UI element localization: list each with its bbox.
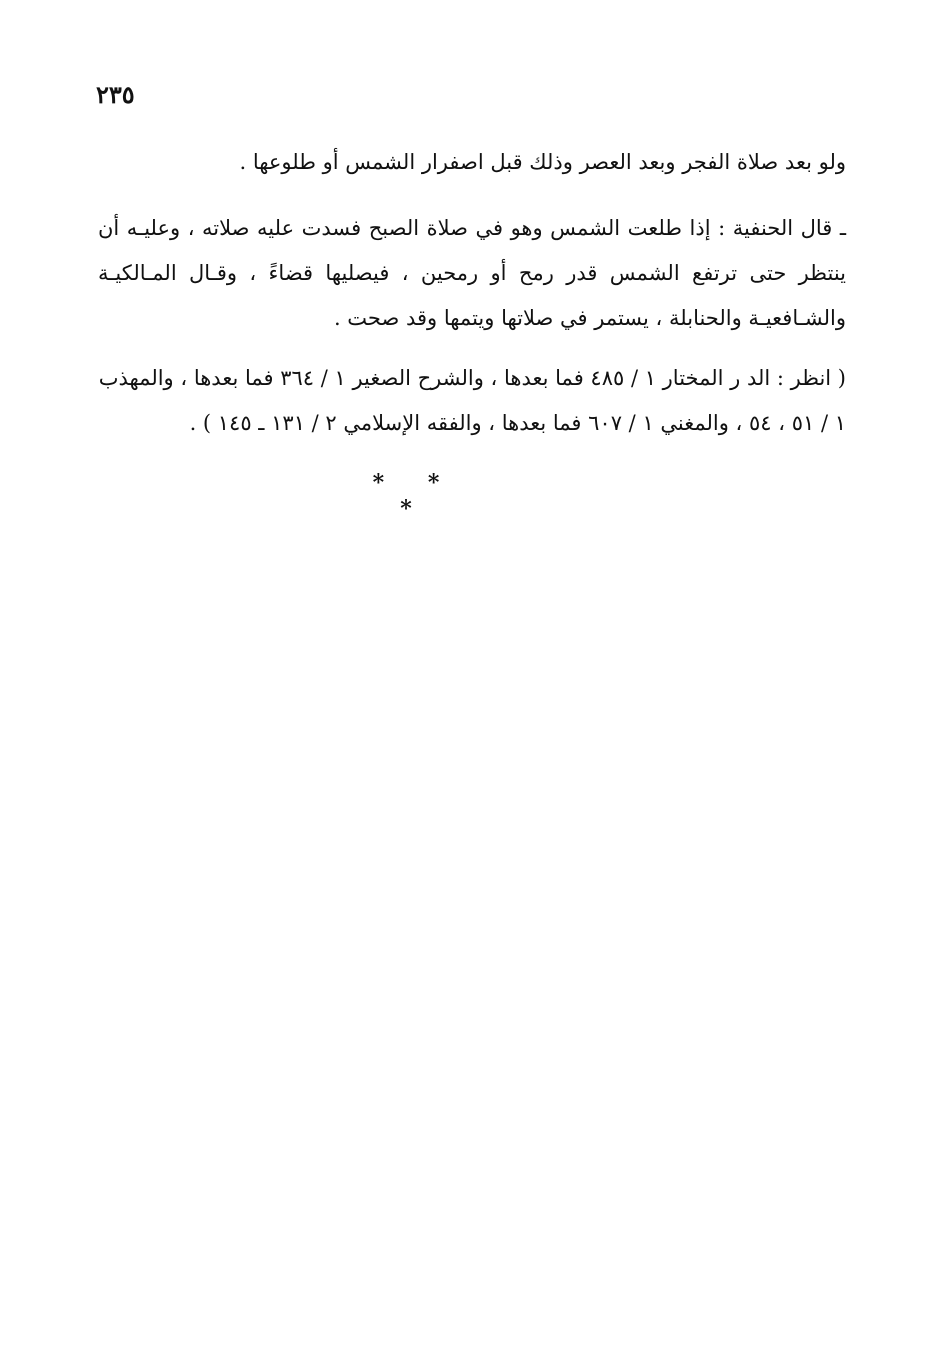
reference-line-1: ( انظر : الد ر المختار ١ / ٤٨٥ فما بعدها ، والشرح الصغير ١ / ٣٦٤ فما بعدها ، والمهذب bbox=[98, 366, 846, 390]
paragraph-1: ولو بعد صلاة الفجر وبعد العصر وذلك قبل اصفرار الشمس أو طلوعها . bbox=[239, 150, 846, 174]
page-number: ٢٣٥ bbox=[96, 80, 135, 109]
reference-line-2: ١ / ٥١ ، ٥٤ ، والمغني ١ / ٦٠٧ فما بعدها ، والفقه الإسلامي ٢ / ١٣١ ـ ١٤٥ ) . bbox=[189, 411, 846, 435]
reference-note bbox=[98, 356, 846, 446]
section-separator: * * * bbox=[372, 470, 458, 522]
paragraph-2: ـ قال الحنفية : إذا طلعت الشمس وهو في صلاة الصبح فسدت عليه صلاته ، وعليـه أن ينتظر حتى ترتفع الشمس قدر رمح أو رمحين ، فيصليها قضاءً ، وقـال المـالكيـة والشـافعيـة والحنابلة ، يستمر في صلاتها ويتمها وقد صحت . bbox=[98, 216, 846, 330]
